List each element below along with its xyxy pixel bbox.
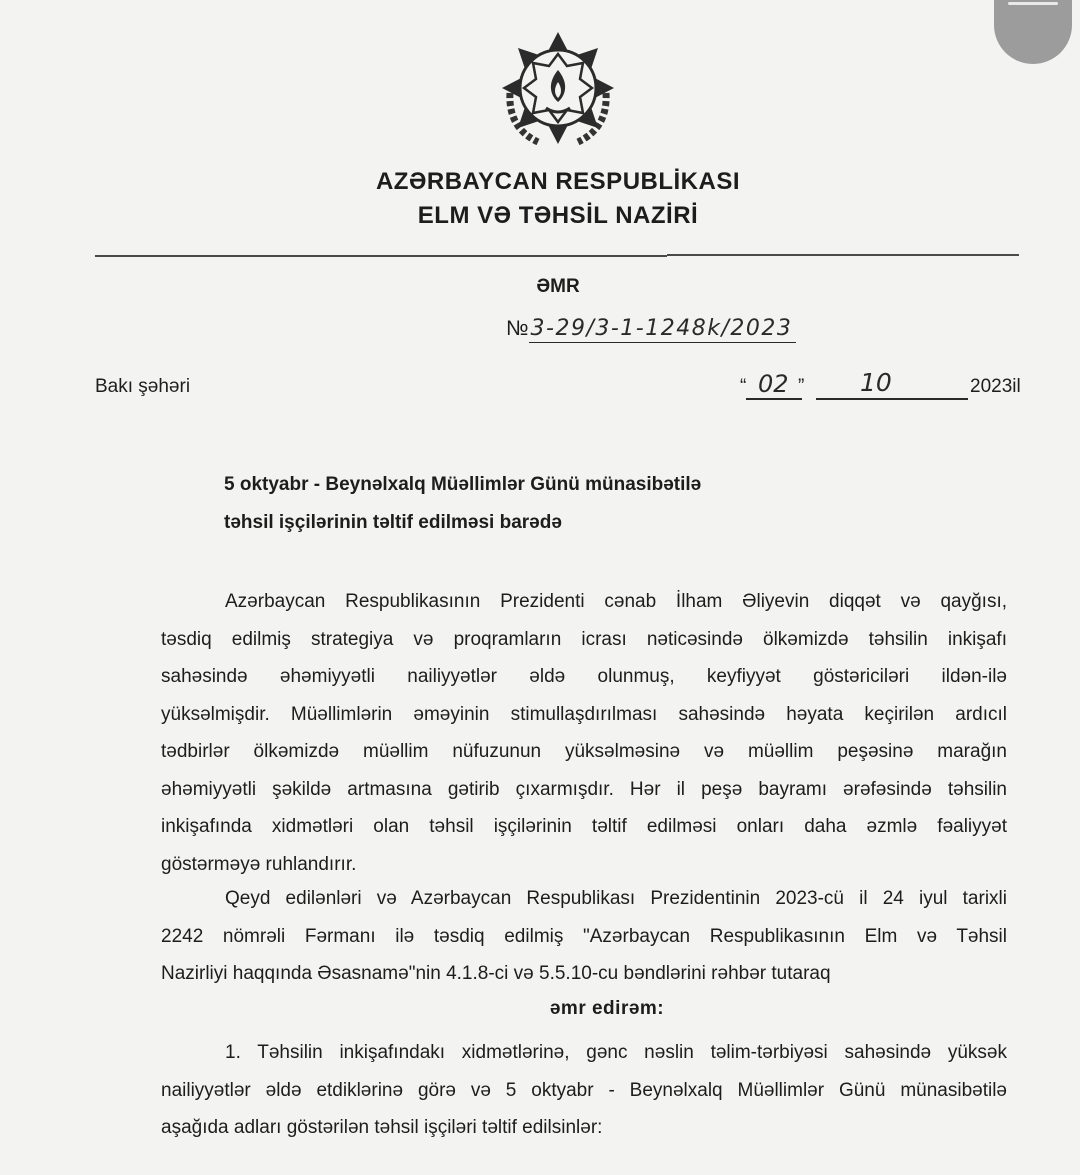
day-underline (746, 398, 802, 400)
text-line: nailiyyətlər əldə etdiklərinə görə və 5 oktyabr - Beynəlxalq Müəllimlər Günü münasibətilə (161, 1079, 1007, 1101)
date-close-quote: ” (798, 376, 805, 397)
paragraph-item-1 (161, 1034, 1007, 1147)
ministry-title-line2: ELM VƏ TƏHSİL NAZİRİ (417, 202, 699, 229)
subject-line2: təhsil işçilərinin təltif edilməsi barədə (224, 512, 562, 533)
order-label: ƏMR (536, 276, 580, 297)
text-line: Nazirliyi haqqında Əsasnamə"nin 4.1.8-ci və 5.5.10-cu bəndlərini rəhbər tutaraq (161, 963, 831, 984)
subject-line1: 5 oktyabr - Beynəlxalq Müəllimlər Günü münasibətilə (224, 474, 702, 495)
text-line: aşağıda adları göstərilən təhsil işçiləri təltif edilsinlər: (161, 1117, 603, 1138)
header-divider-right (667, 254, 1019, 256)
header-divider (95, 255, 667, 257)
text-line: 1. Təhsilin inkişafındakı xidmətlərinə, gənc nəslin təlim-tərbiyəsi sahəsində yüksək (225, 1042, 1007, 1063)
text-line: tədbirlər ölkəmizdə müəllim nüfuzunun yüksəlməsinə və müəllim peşəsinə marağın (161, 741, 1007, 762)
order-date (740, 368, 1022, 402)
date-day: 02 (758, 370, 789, 398)
date-month: 10 (860, 368, 892, 397)
paragraph-basis (161, 880, 1007, 993)
order-number (506, 316, 796, 341)
text-line: əhəmiyyətli şəkildə artmasına gətirib çıxarmışdır. Hər il peşə bayramı ərəfəsində təhsilin (161, 778, 1007, 800)
text-line: yüksəlmişdir. Müəllimlərin əməyinin stimullaşdırılması sahəsində həyata keçirilən ardıcıl (161, 703, 1007, 725)
menu-handle[interactable] (994, 0, 1072, 64)
text-line: göstərməyə ruhlandırır. (161, 853, 357, 875)
text-line: 2242 nömrəli Fərmanı ilə təsdiq edilmiş "Azərbaycan Respublikasının Elm və Təhsil (161, 925, 1007, 947)
decree-heading: əmr edirəm: (549, 998, 665, 1019)
month-underline (816, 398, 968, 400)
text-line: Qeyd edilənləri və Azərbaycan Respublikası Prezidentinin 2023-cü il 24 iyul tarixli (225, 888, 1007, 909)
order-number-handwritten: 3-29/3-1-1248k/2023 (529, 316, 797, 343)
paragraph-preamble (161, 583, 1007, 883)
ministry-title-line1: AZƏRBAYCAN RESPUBLİKASI (375, 168, 741, 195)
number-sign: № (506, 317, 529, 340)
date-open-quote: “ (740, 376, 747, 397)
text-line: Azərbaycan Respublikasının Prezidenti cənab İlham Əliyevin diqqət və qayğısı, (225, 591, 1007, 612)
text-line: təsdiq edilmiş strategiya və proqramların icrası nəticəsində ölkəmizdə təhsilin inkişafı (161, 628, 1007, 650)
text-line: sahəsində əhəmiyyətli nailiyyətlər əldə olunmuş, keyfiyyət göstəriciləri ildən-ilə (161, 666, 1007, 687)
state-emblem-icon (498, 28, 618, 148)
date-year: 2023il (970, 376, 1021, 397)
text-line: inkişafında xidmətləri olan təhsil işçilərinin təltif edilməsi onları daha əzmlə fəaliyyət (161, 816, 1007, 837)
place-of-issue: Bakı şəhəri (95, 376, 191, 397)
